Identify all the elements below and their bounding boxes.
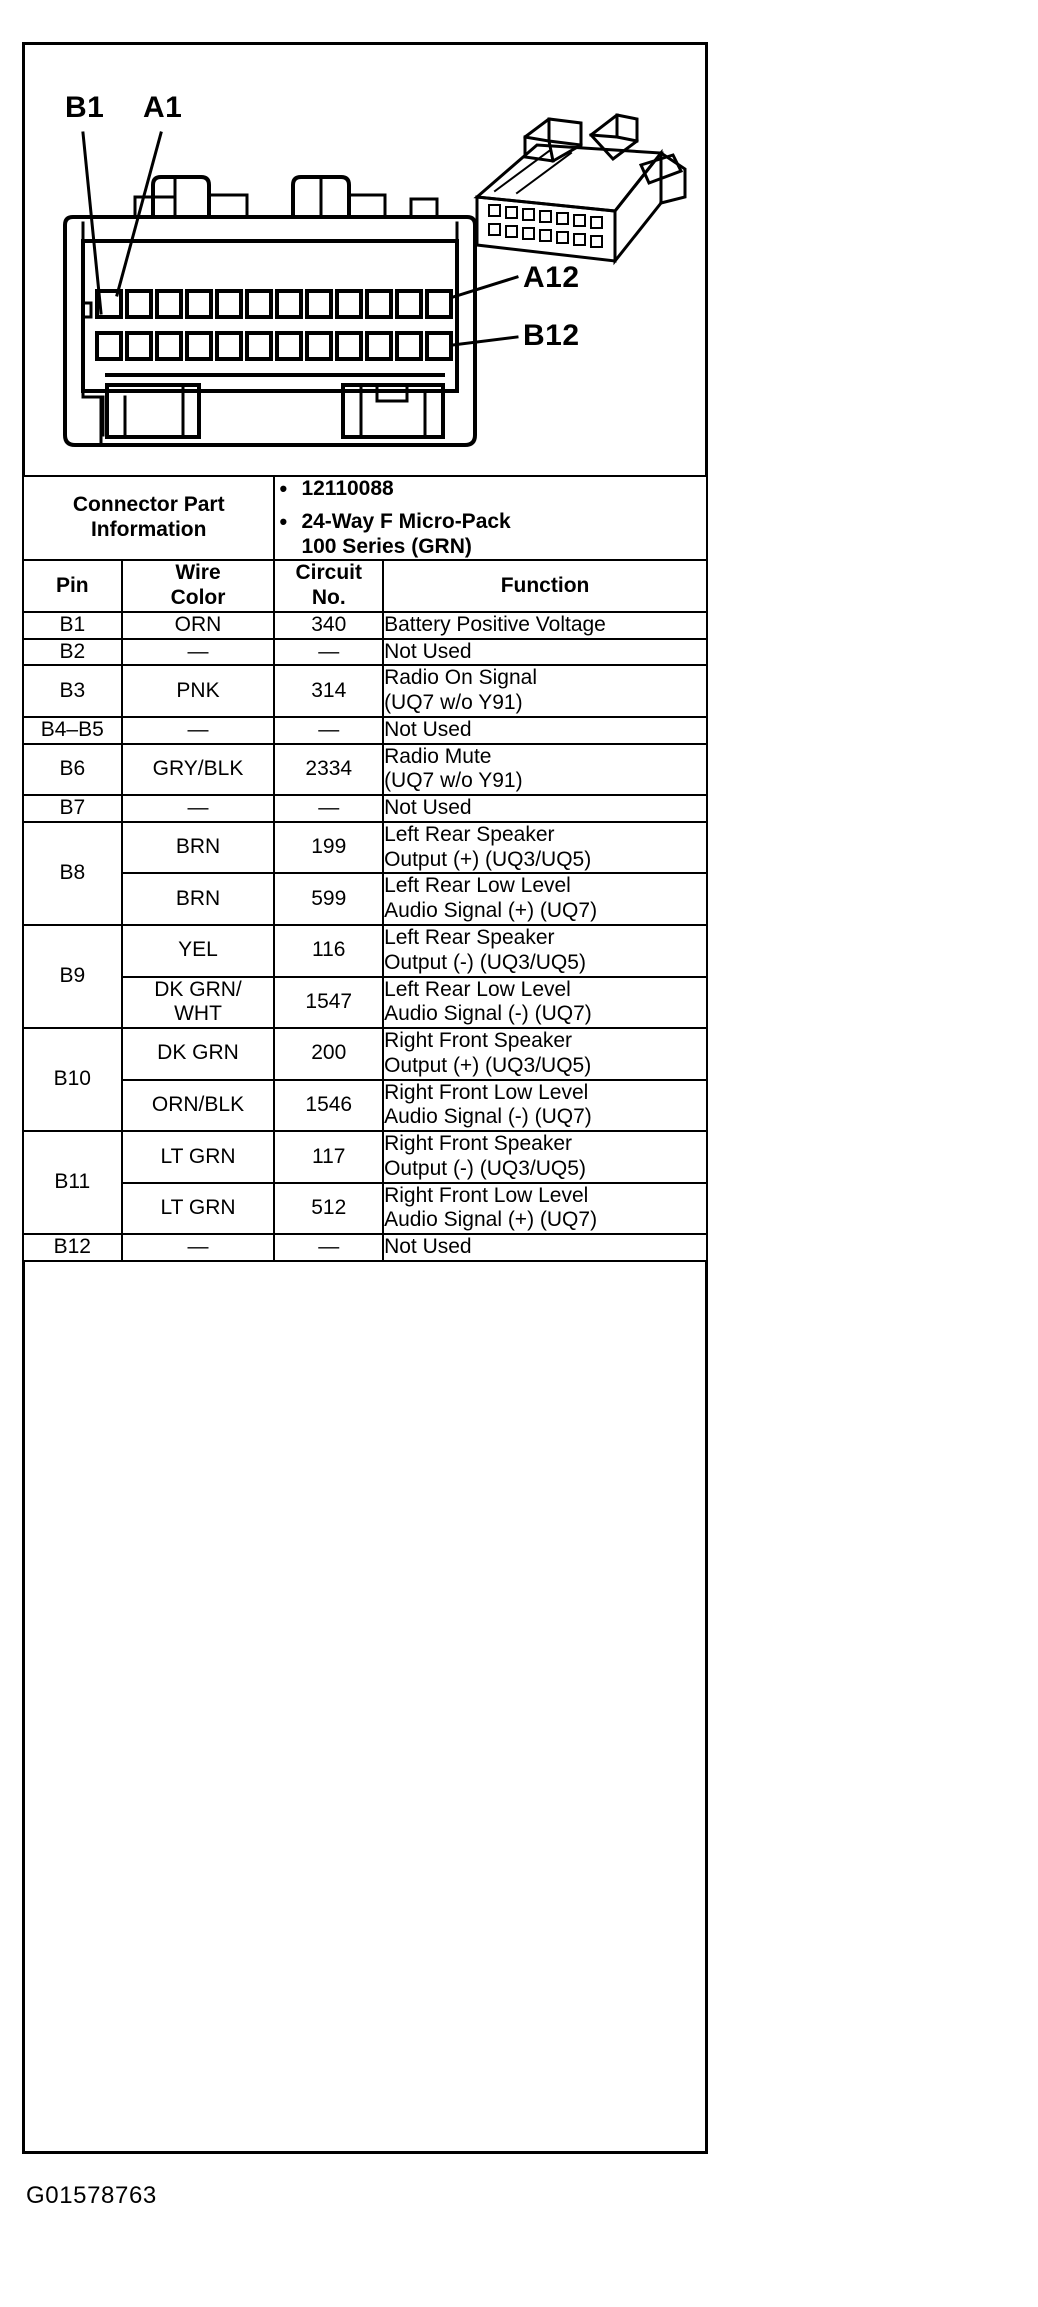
pin-cell: B10	[23, 1028, 122, 1131]
column-header-pin: Pin	[23, 560, 122, 612]
wire-color-cell: LT GRN	[122, 1183, 275, 1235]
table-row	[23, 639, 707, 666]
wire-color-cell: DK GRN/ WHT	[122, 977, 275, 1029]
table-row	[23, 744, 707, 796]
diagram-label-b12: B12	[523, 319, 580, 352]
table-row	[23, 977, 707, 1029]
leader-line-b1	[83, 133, 101, 313]
function-cell: Battery Positive Voltage	[383, 612, 707, 639]
wire-color-cell: DK GRN	[122, 1028, 275, 1080]
diagram-label-b1: B1	[65, 91, 105, 124]
connector-part-information-header: Connector Part Information	[23, 476, 274, 560]
table-row	[23, 1028, 707, 1080]
wire-color-cell: ORN/BLK	[122, 1080, 275, 1132]
table-row	[23, 717, 707, 744]
wire-color-cell: —	[122, 1234, 275, 1261]
wire-color-cell: LT GRN	[122, 1131, 275, 1183]
table-row	[23, 925, 707, 977]
connector-part-list	[274, 476, 707, 560]
wire-color-cell: PNK	[122, 665, 275, 717]
wire-color-cell: BRN	[122, 873, 275, 925]
connector-drawing-svg	[25, 45, 711, 475]
circuit-no-cell: 340	[274, 612, 383, 639]
table-row	[23, 795, 707, 822]
pin-cell: B7	[23, 795, 122, 822]
leader-line-b12	[453, 337, 517, 345]
pin-cell: B2	[23, 639, 122, 666]
table-row	[23, 1131, 707, 1183]
circuit-no-cell: 512	[274, 1183, 383, 1235]
function-cell: Left Rear Low Level Audio Signal (-) (UQ7)	[383, 977, 707, 1029]
connector-diagram	[25, 45, 705, 475]
pin-row-a	[97, 291, 451, 317]
table-row	[23, 873, 707, 925]
circuit-no-cell: —	[274, 717, 383, 744]
function-cell: Left Rear Speaker Output (-) (UQ3/UQ5)	[383, 925, 707, 977]
wire-color-cell: YEL	[122, 925, 275, 977]
table-row	[23, 1183, 707, 1235]
column-header-circuit-no: Circuit No.	[274, 560, 383, 612]
function-cell: Right Front Speaker Output (-) (UQ3/UQ5)	[383, 1131, 707, 1183]
function-cell: Not Used	[383, 1234, 707, 1261]
function-cell: Right Front Low Level Audio Signal (+) (UQ7)	[383, 1183, 707, 1235]
circuit-no-cell: 199	[274, 822, 383, 874]
table-row	[23, 665, 707, 717]
table-row	[23, 612, 707, 639]
table-row	[23, 822, 707, 874]
circuit-no-cell: 1546	[274, 1080, 383, 1132]
function-cell: Not Used	[383, 717, 707, 744]
figure-id-label: G01578763	[26, 2182, 157, 2209]
function-cell: Radio Mute (UQ7 w/o Y91)	[383, 744, 707, 796]
wire-color-cell: —	[122, 717, 275, 744]
wire-color-cell: —	[122, 639, 275, 666]
function-cell: Right Front Low Level Audio Signal (-) (UQ7)	[383, 1080, 707, 1132]
function-cell: Left Rear Low Level Audio Signal (+) (UQ7)	[383, 873, 707, 925]
circuit-no-cell: —	[274, 795, 383, 822]
connector-3d-view	[477, 115, 685, 261]
figure-frame	[22, 42, 708, 2154]
wire-color-cell: —	[122, 795, 275, 822]
table-row	[23, 1080, 707, 1132]
circuit-no-cell: 116	[274, 925, 383, 977]
pin-cell: B11	[23, 1131, 122, 1234]
circuit-no-cell: 1547	[274, 977, 383, 1029]
pin-cell: B6	[23, 744, 122, 796]
column-header-wire-color: Wire Color	[122, 560, 275, 612]
pin-cell: B8	[23, 822, 122, 925]
diagram-label-a12: A12	[523, 261, 580, 294]
circuit-no-cell: 200	[274, 1028, 383, 1080]
circuit-no-cell: 314	[274, 665, 383, 717]
pin-cell: B9	[23, 925, 122, 1028]
pin-row-b	[97, 333, 451, 359]
pin-assignment-table	[22, 475, 708, 1262]
circuit-no-cell: —	[274, 639, 383, 666]
table-header-row	[23, 560, 707, 612]
diagram-label-a1: A1	[143, 91, 183, 124]
pin-cell: B12	[23, 1234, 122, 1261]
function-cell: Left Rear Speaker Output (+) (UQ3/UQ5)	[383, 822, 707, 874]
leader-line-a12	[453, 277, 517, 297]
pin-cell: B4–B5	[23, 717, 122, 744]
function-cell: Right Front Speaker Output (+) (UQ3/UQ5)	[383, 1028, 707, 1080]
wire-color-cell: BRN	[122, 822, 275, 874]
part-info-item: • 12110088	[301, 477, 706, 502]
wire-color-cell: ORN	[122, 612, 275, 639]
wire-color-cell: GRY/BLK	[122, 744, 275, 796]
pin-cell: B3	[23, 665, 122, 717]
function-cell: Not Used	[383, 639, 707, 666]
table-row	[23, 1234, 707, 1261]
pin-cell: B1	[23, 612, 122, 639]
circuit-no-cell: 599	[274, 873, 383, 925]
column-header-function: Function	[383, 560, 707, 612]
circuit-no-cell: —	[274, 1234, 383, 1261]
function-cell: Not Used	[383, 795, 707, 822]
function-cell: Radio On Signal (UQ7 w/o Y91)	[383, 665, 707, 717]
part-info-item: • 24-Way F Micro-Pack 100 Series (GRN)	[301, 510, 706, 560]
circuit-no-cell: 117	[274, 1131, 383, 1183]
circuit-no-cell: 2334	[274, 744, 383, 796]
table-row	[23, 476, 707, 560]
